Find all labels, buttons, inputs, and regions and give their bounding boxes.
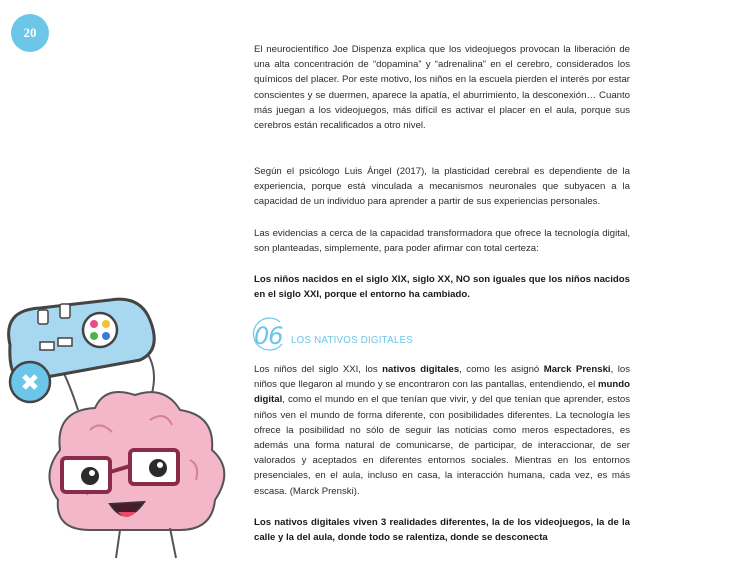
brain-character <box>49 392 224 558</box>
paragraph-evidencias: Las evidencias a cerca de la capacidad transformadora que ofrece la tecnología digital, son planteadas, simplemente, para poder afirmar con total certeza: <box>254 227 630 254</box>
section-text-column <box>254 362 630 545</box>
term-mundo-digital: mundo digital <box>254 379 630 406</box>
term-marck-prenski: Marck Prenski <box>543 364 611 375</box>
paragraph-nativos: Los niños del siglo XXI, los nativos digitales, como les asignó Marck Prenski, los niños que llegaron al mundo y se encontraron con las pantallas, entendiendo, el mundo digital, como el mundo en el que tenían que vivir, y del que tenían que aprender, estos niños ven el mundo de forma diferente, con posibilidades diferentes. La tecnología les ofrece la posibilidad no sólo de seguir las noticias como meros espectadores, es además una forma natural de comunicarse, de participar, de interaccionar, de ser valorados y aceptados en diferentes entornos sociales. Mientras en los entornos presenciales, en el aula, incluso en casa, la interacción humana, cada vez, es más escasa. (Marck Prenski). <box>254 364 630 497</box>
intro-text-column <box>254 42 630 302</box>
gamepad-icon <box>9 299 155 402</box>
term-nativos-digitales: nativos digitales <box>382 364 460 375</box>
section-title: LOS NATIVOS DIGITALES <box>291 335 413 346</box>
brain-with-gamepad-illustration <box>0 290 250 563</box>
paragraph-plasticidad: Según el psicólogo Luis Ángel (2017), la plasticidad cerebral es dependiente de la experiencia, porque está vinculada a mecanismos neuronales que subyacen a la capacidad de un individuo para aprender a partir de sus experiencias personales. <box>254 166 630 208</box>
paragraph-tres-realidades: Los nativos digitales viven 3 realidades diferentes, la de los videojuegos, la de la calle y la del aula, donde todo se ralentiza, donde se desconecta <box>254 516 630 544</box>
paragraph-dispenza: El neurocientífico Joe Dispenza explica que los videojuegos provocan la liberación de una alta concentración de “dopamina” y “adrenalina” en el cerebro, considerados los químicos del placer. Por este motivo, los niños en la escuela pierden el interés por estar conscientes y se duermen, aparece la apatía, el aburrimiento, la desconexión… Cuanto más juegan a los videojuegos, más difícil es activar el placer en el aula, porque sus cerebros están recalificados a otro nivel. <box>254 44 630 132</box>
page-number-badge <box>11 14 49 52</box>
paragraph-conclusion-bold: Los niños nacidos en el siglo XIX, siglo XX, NO son iguales que los niños nacidos en el siglo XXI, porque el entorno ha cambiado. <box>254 274 630 301</box>
page-number: 20 <box>23 25 37 40</box>
section-heading <box>254 322 630 358</box>
section-number: 06 <box>254 322 283 350</box>
